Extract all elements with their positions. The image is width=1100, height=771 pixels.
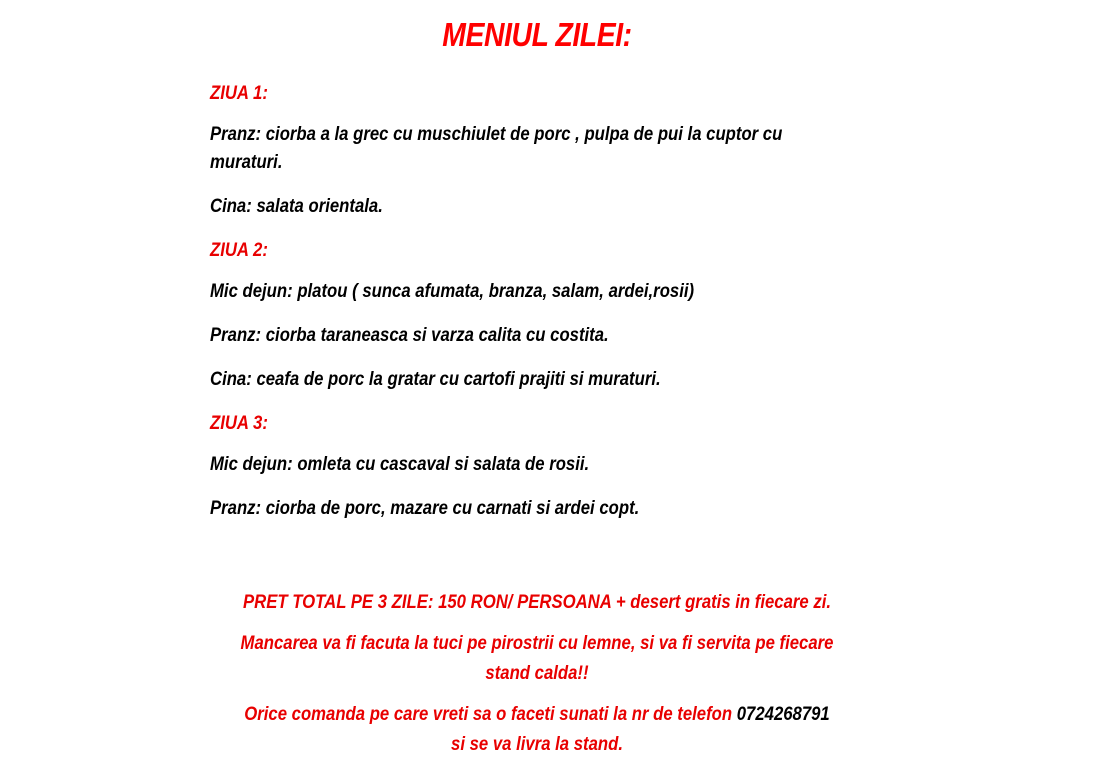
meal-item: Pranz: ciorba taraneasca si varza calita cu costita. xyxy=(210,325,609,346)
day-section-2 xyxy=(210,237,910,394)
phone-number: 0724268791 xyxy=(736,704,830,725)
cooking-info-line-2: stand calda!! xyxy=(485,663,589,684)
meal-item: Cina: ceafa de porc la gratar cu cartofi prajiti si muraturi. xyxy=(210,369,661,390)
page-title: MENIUL ZILEI: xyxy=(442,16,632,53)
order-info-text: Orice comanda pe care vreti sa o faceti sunati la nr de telefon xyxy=(244,704,737,725)
day-label: ZIUA 3: xyxy=(210,413,268,434)
delivery-info: si se va livra la stand. xyxy=(451,734,623,755)
day-label: ZIUA 2: xyxy=(210,240,268,261)
order-info xyxy=(64,700,1009,760)
cooking-info xyxy=(64,629,1009,689)
cooking-info-line-1: Mancarea va fi facuta la tuci pe pirostrii cu lemne, si va fi servita pe fiecare xyxy=(240,633,834,654)
day-label: ZIUA 1: xyxy=(210,83,268,104)
meal-item: Cina: salata orientala. xyxy=(210,196,383,217)
total-price: PRET TOTAL PE 3 ZILE: 150 RON/ PERSOANA + desert gratis in fiecare zi. xyxy=(242,592,832,613)
meal-item: Pranz: ciorba a la grec cu muschiulet de porc , pulpa de pui la cuptor cu muraturi. xyxy=(210,124,783,173)
day-section-3 xyxy=(210,410,910,523)
daily-menu xyxy=(210,80,910,539)
meal-item: Mic dejun: omleta cu cascaval si salata de rosii. xyxy=(210,454,590,475)
meal-item: Pranz: ciorba de porc, mazare cu carnati si ardei copt. xyxy=(210,498,640,519)
meal-item: Mic dejun: platou ( sunca afumata, branza, salam, ardei,rosii) xyxy=(210,281,695,302)
menu-footer xyxy=(0,588,1074,771)
day-section-1 xyxy=(210,80,910,221)
